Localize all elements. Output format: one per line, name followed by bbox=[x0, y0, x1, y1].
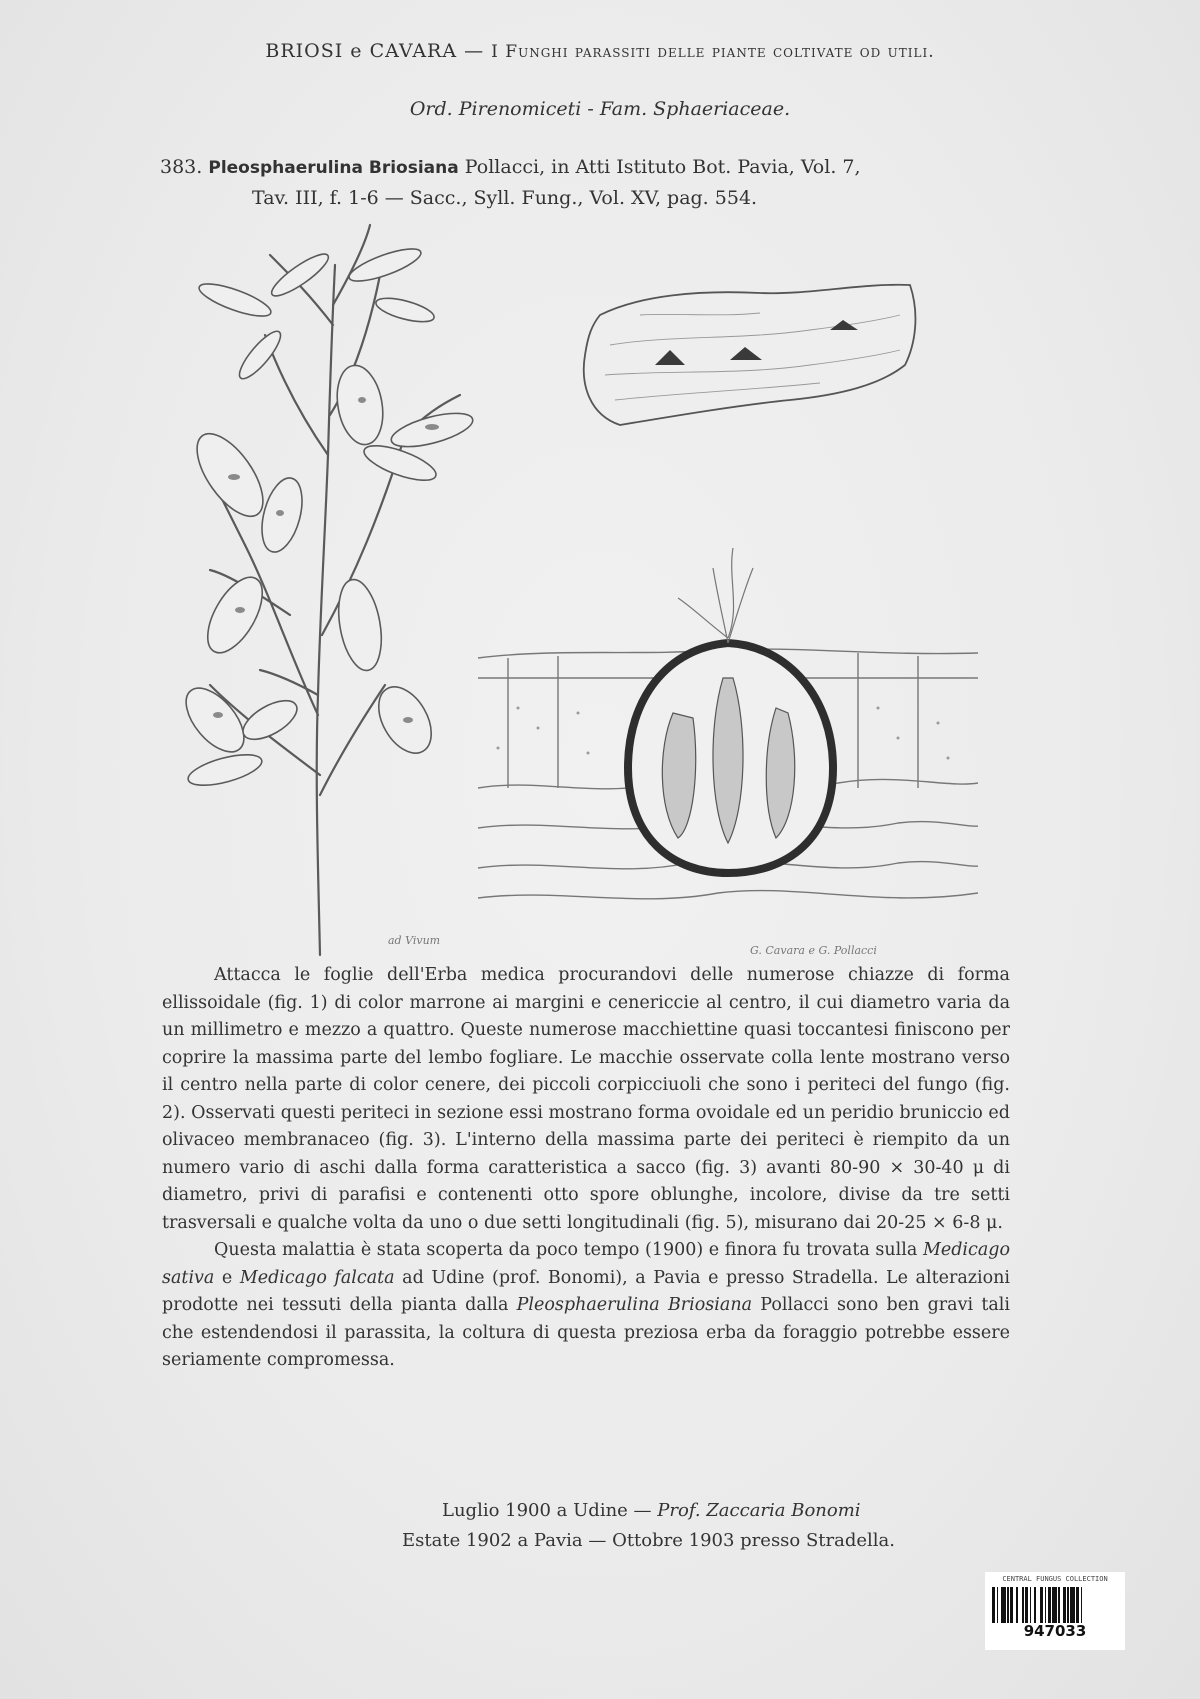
species-name-italic: Medicago falcata bbox=[239, 1267, 395, 1288]
page-header bbox=[150, 40, 1050, 62]
order-name: Ord. Pirenomiceti bbox=[409, 98, 582, 120]
collection-line-1: Luglio 1900 a Udine — Prof. Zaccaria Bonomi bbox=[442, 1500, 861, 1521]
species-number: 383. bbox=[160, 156, 203, 178]
barcode-bars bbox=[992, 1587, 1118, 1623]
description-paragraph-1: Attacca le foglie dell'Erba medica procurandovi delle numerose chiazze di forma ellissoidale (fig. 1) di color marrone ai margini e cenericcie al centro, il cui diametro varia da un millimetro e mezzo a quattro. Queste numerose macchiettine quasi toccantesi finiscono per coprire la massima parte del lembo fogliare. Le macchie osservate colla lente mostrano verso il centro nella parte di color cenere, dei piccoli corpicciuoli che sono i periteci del fungo (fig. 2). Osservati questi periteci in sezione essi mostrano forma ovoidale ed un peridio bruniccio ed olivaceo membranaceo (fig. 3). L'interno della massima parte dei periteci è riempito da un numero vario di aschi dalla forma caratteristica a sacco (fig. 3) avanti 80-90 × 30-40 μ di diametro, privi di parafisi e contenenti otto spore oblunghe, incolore, divise da tre setti trasversali e qualche volta da uno o due setti longitudinali (fig. 5), misurano dai 20-25 × 6-8 μ. bbox=[162, 965, 1010, 1233]
species-citation-2: Tav. III, f. 1-6 — Sacc., Syll. Fung., Vol. XV, pag. 554. bbox=[252, 187, 758, 209]
classification-line bbox=[300, 98, 900, 120]
description-paragraph-2: Questa malattia è stata scoperta da poco tempo (1900) e finora fu trovata sulla Medicago sativa e Medicago falcata ad Udine (prof. Bonomi), a Pavia e presso Stradella. Le alterazioni prodotte nei tessuti della pianta dalla Pleosphaerulina Briosiana Pollacci sono ben gravi tali che estendendosi il parassita, la coltura di questa preziosa erba da foraggio potrebbe essere seriamente compromessa. bbox=[162, 1240, 1010, 1370]
plant-credit: ad Vivum bbox=[388, 934, 441, 947]
barcode-number: 947033 bbox=[1023, 1622, 1087, 1640]
plant-illustration bbox=[170, 215, 510, 960]
barcode-label: CENTRAL FUNGUS COLLECTION bbox=[1002, 1575, 1108, 1583]
header-dash: — bbox=[464, 40, 485, 62]
specimen-barcode bbox=[985, 1572, 1125, 1650]
leaf-fragment-illustration bbox=[580, 275, 925, 435]
classification-separator: - bbox=[587, 98, 594, 120]
collection-line-2: Estate 1902 a Pavia — Ottobre 1903 presso Stradella. bbox=[402, 1530, 896, 1551]
family-name: Fam. Sphaeriaceae. bbox=[599, 98, 791, 120]
barcode-bar bbox=[1082, 1587, 1085, 1623]
perithecium-section-illustration bbox=[478, 538, 978, 938]
header-series-title: I Funghi parassiti delle piante coltivate od utili. bbox=[491, 42, 935, 62]
species-name: Pleosphaerulina Briosiana bbox=[208, 158, 459, 178]
section-credit: G. Cavara e G. Pollacci bbox=[750, 944, 877, 957]
description-text bbox=[162, 962, 1010, 1375]
header-authors: BRIOSI e CAVARA bbox=[265, 40, 458, 62]
collector-name: Prof. Zaccaria Bonomi bbox=[657, 1500, 861, 1521]
species-entry bbox=[160, 152, 1005, 213]
species-name-italic: Pleosphaerulina Briosiana bbox=[516, 1295, 753, 1315]
species-citation-1: Pollacci, in Atti Istituto Bot. Pavia, Vol. 7, bbox=[464, 156, 861, 178]
species-name-italic: Medicago sativa bbox=[162, 1240, 1010, 1288]
